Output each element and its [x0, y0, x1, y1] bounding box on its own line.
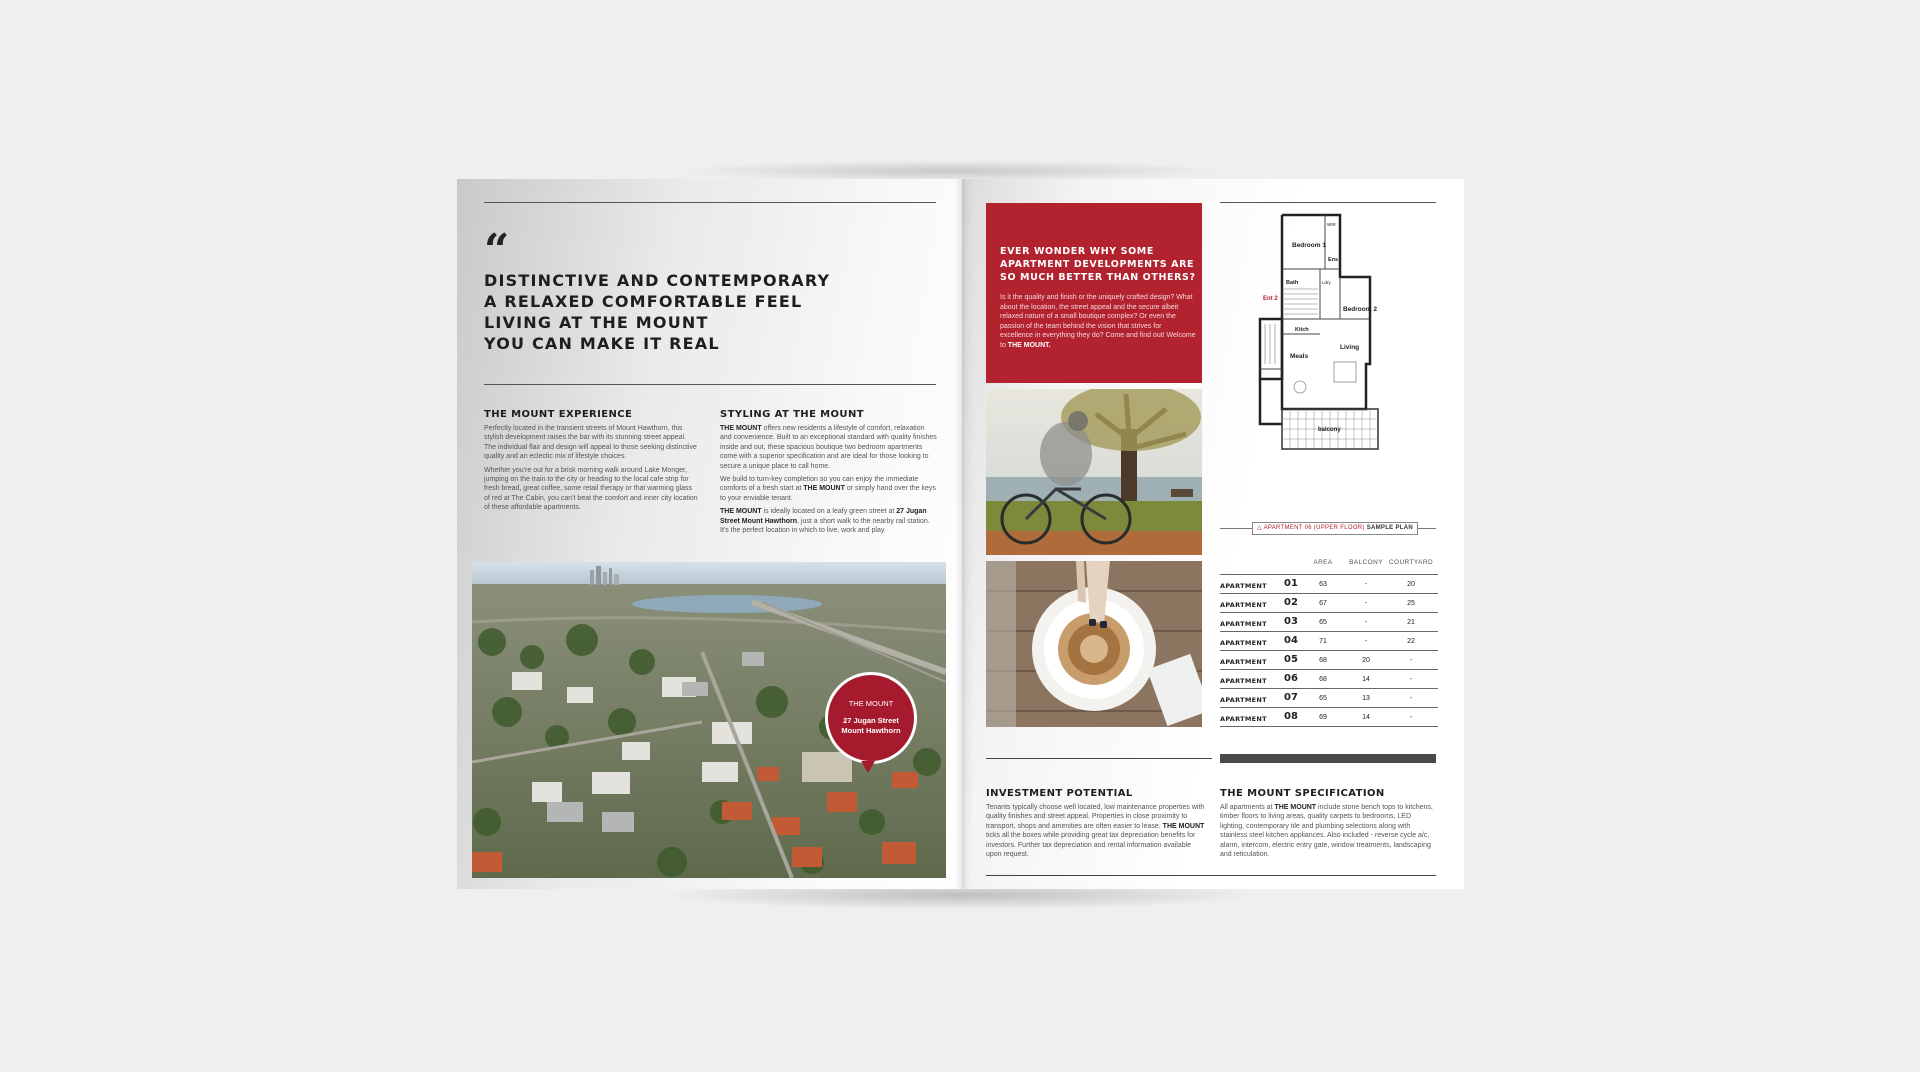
cyclist-photo	[986, 389, 1202, 555]
paragraph-text: , just a short walk to the nearby rail station. It's the perfect location in which to live, work and play.	[720, 517, 930, 535]
balcony-value: 14	[1362, 676, 1370, 683]
paragraph-text: We build to turn-key completion so you can enjoy the immediate comforts of a fresh start at	[720, 476, 919, 493]
table-row	[1220, 708, 1438, 727]
plan-room-label: Bath	[1286, 280, 1299, 286]
area-value: 68	[1319, 676, 1327, 683]
apartment-number: 03	[1284, 616, 1298, 627]
headline-line: YOU CAN MAKE IT REAL	[484, 334, 720, 353]
balcony-value: -	[1364, 581, 1368, 588]
headline-line: A RELAXED COMFORTABLE FEEL	[484, 292, 803, 311]
courtyard-value: -	[1409, 714, 1413, 721]
brand-name: THE MOUNT	[1162, 822, 1205, 830]
area-value: 63	[1319, 581, 1327, 588]
experience-body	[484, 424, 699, 517]
apartment-number: 04	[1284, 635, 1298, 646]
brand-name: THE MOUNT	[720, 508, 762, 516]
paragraph-text: offers new residents a lifestyle of comfort, relaxation and convenience. Built to an exceptional standard with quality finishes inside and out, these spacious boutique two bedroom apartments come with a superior specification and are ideal for those looking to secure a unique place to call home.	[720, 425, 937, 470]
courtyard-value: -	[1409, 676, 1413, 683]
styling-paragraph	[720, 424, 938, 471]
courtyard-value: 21	[1407, 619, 1415, 626]
spec-bar	[1220, 754, 1436, 763]
badge-suburb: Mount Hawthorn	[841, 726, 901, 735]
balcony-value: 20	[1362, 657, 1370, 664]
row-label: APARTMENT	[1220, 677, 1267, 685]
specification-paragraph	[1220, 803, 1436, 859]
headline-line: DISTINCTIVE AND CONTEMPORARY	[484, 271, 831, 290]
brand-name: THE MOUNT	[1274, 804, 1317, 811]
courtyard-value: 20	[1407, 581, 1415, 588]
table-header	[1220, 559, 1438, 571]
table-row	[1220, 632, 1438, 651]
headline-line: LIVING AT THE MOUNT	[484, 313, 709, 332]
area-value: 65	[1319, 619, 1327, 626]
styling-body	[720, 424, 938, 539]
col-header-area: AREA	[1313, 559, 1333, 566]
area-value: 68	[1319, 657, 1327, 664]
area-value: 71	[1319, 638, 1327, 645]
apartment-number: 08	[1284, 711, 1298, 722]
table-row	[1220, 670, 1438, 689]
plan-room-label: Ens	[1328, 257, 1339, 263]
intro-title: EVER WONDER WHY SOME APARTMENT DEVELOPMENTS ARE SO MUCH BETTER THAN OTHERS?	[1000, 246, 1196, 283]
apartment-number: 02	[1284, 597, 1298, 608]
apartment-number: 06	[1284, 673, 1298, 684]
styling-paragraph	[720, 475, 938, 503]
paragraph-text: All apartments at	[1220, 804, 1275, 811]
area-value: 69	[1319, 714, 1327, 721]
table-row	[1220, 594, 1438, 613]
row-label: APARTMENT	[1220, 639, 1267, 647]
brand-name: THE MOUNT	[803, 485, 845, 493]
balcony-value: 14	[1362, 714, 1370, 721]
apartment-number: 05	[1284, 654, 1298, 665]
area-value: 67	[1319, 600, 1327, 607]
courtyard-value: 25	[1407, 600, 1415, 607]
courtyard-value: -	[1409, 695, 1413, 702]
table-body	[1220, 575, 1438, 727]
badge-name: THE MOUNT	[848, 699, 894, 708]
balcony-value: -	[1364, 619, 1368, 626]
plan-room-label: Bedroom 1	[1292, 242, 1326, 249]
location-badge	[825, 672, 917, 764]
plan-room-label: Ldry	[1322, 280, 1331, 285]
row-label: APARTMENT	[1220, 620, 1267, 628]
paragraph-text: or simply hand over the keys to your enviable tenant.	[720, 485, 936, 502]
row-label: APARTMENT	[1220, 696, 1267, 704]
row-label: APARTMENT	[1220, 715, 1267, 723]
balcony-value: -	[1364, 600, 1368, 607]
bottom-rule	[986, 875, 1436, 876]
plan-room-label: WIR	[1327, 222, 1336, 227]
apartment-number: 01	[1284, 578, 1298, 589]
col-header-balcony: BALCONY	[1349, 559, 1383, 566]
courtyard-value: -	[1409, 657, 1413, 664]
right-page	[962, 179, 1464, 889]
badge-street: 27 Jugan Street	[843, 716, 899, 725]
table-row	[1220, 613, 1438, 632]
balcony-value: -	[1364, 638, 1368, 645]
brand-name: THE MOUNT.	[1007, 341, 1051, 349]
left-page	[457, 179, 962, 889]
paragraph-text: Tenants typically choose well located, low maintenance properties with quality finishes and street appeal. Properties in close proximity to transport, shops and amenities are often easier to lease.	[986, 804, 1205, 830]
table-row	[1220, 575, 1438, 594]
location-pin-icon	[861, 761, 875, 773]
experience-paragraph: Whether you're out for a brisk morning walk around Lake Monger, jumping on the train to the city or heading to the local cafe strip for fresh bread, great coffee, some retail therapy or that warming glass of red at The Cabin, you can't beat the comfort and inner city location of these affordable apartments.	[484, 466, 698, 512]
specification-title: THE MOUNT SPECIFICATION	[1220, 788, 1385, 799]
row-label: APARTMENT	[1220, 658, 1267, 666]
investment-title: INVESTMENT POTENTIAL	[986, 788, 1133, 799]
address: 27 Jugan Street Mount Hawthorn	[720, 508, 927, 525]
plan-caption	[1252, 522, 1418, 535]
headline	[484, 270, 830, 354]
plan-room-label: Living	[1340, 344, 1360, 351]
paragraph-text: ticks all the boxes while providing great tax depreciation benefits for investors. Further tax depreciation and rental information available upon request.	[986, 832, 1196, 859]
mid-rule	[484, 384, 936, 385]
styling-title: STYLING AT THE MOUNT	[720, 409, 864, 420]
intro-text: Is it the quality and finish or the uniquely crafted design? What about the location, the street appeal and the secure albeit relaxed nature of a small boutique complex? Or even the passion of the team behind the vision that strives for excellence in everything they do? Come and find out! Welcome to	[1000, 294, 1196, 349]
quote-mark-icon: “	[484, 225, 510, 276]
book-spine	[955, 179, 973, 889]
table-row	[1220, 689, 1438, 708]
plan-caption-apartment: △ APARTMENT 06 (UPPER FLOOR)	[1257, 525, 1365, 531]
apartment-table	[1220, 559, 1438, 727]
plan-caption-text: SAMPLE PLAN	[1366, 525, 1413, 531]
balcony-value: 13	[1362, 695, 1370, 702]
top-rule	[1220, 202, 1436, 203]
investment-paragraph	[986, 803, 1208, 859]
floor-plan	[1220, 209, 1436, 514]
brand-name: THE MOUNT	[720, 425, 762, 432]
plan-room-label: balcony	[1318, 427, 1341, 433]
top-rule	[484, 202, 936, 203]
investment-rule	[986, 758, 1212, 759]
plan-room-label: Ent 2	[1263, 296, 1278, 302]
intro-body	[1000, 293, 1196, 351]
specification-body	[1220, 803, 1436, 863]
table-row	[1220, 651, 1438, 670]
apartment-number: 07	[1284, 692, 1298, 703]
plan-room-label: Bedroom 2	[1343, 306, 1377, 313]
plan-room-label: Kitch	[1295, 327, 1309, 333]
styling-paragraph	[720, 507, 938, 535]
courtyard-value: 22	[1407, 638, 1415, 645]
plan-caption-apartment-text: APARTMENT 06 (UPPER FLOOR)	[1263, 525, 1365, 531]
experience-title: THE MOUNT EXPERIENCE	[484, 409, 633, 420]
row-label: APARTMENT	[1220, 582, 1267, 590]
experience-paragraph: Perfectly located in the transient streets of Mount Hawthorn, this stylish development raises the bar with its stunning street appeal. The individual flair and design will appeal to those seeking distinctive quality and an eclectic mix of lifestyle choices.	[484, 425, 697, 461]
intro-red-box	[986, 203, 1202, 383]
investment-body	[986, 803, 1208, 863]
area-value: 65	[1319, 695, 1327, 702]
row-label: APARTMENT	[1220, 601, 1267, 609]
col-header-courtyard: COURTYARD	[1388, 559, 1434, 566]
paragraph-text: include stone bench tops to kitchens, timber floors to living areas, quality carpets to bedrooms, LED lighting, contemporary tile and plumbing selections along with stainless steel kitchen appliances. Also included - reverse cycle a/c, alarm, intercom, electric entry gate, window treatments, landscaping and reticulation.	[1220, 804, 1433, 859]
plan-room-label: Meals	[1290, 353, 1309, 360]
paragraph-text: is ideally located on a leafy green street at	[761, 508, 897, 516]
coffee-photo	[986, 561, 1202, 727]
